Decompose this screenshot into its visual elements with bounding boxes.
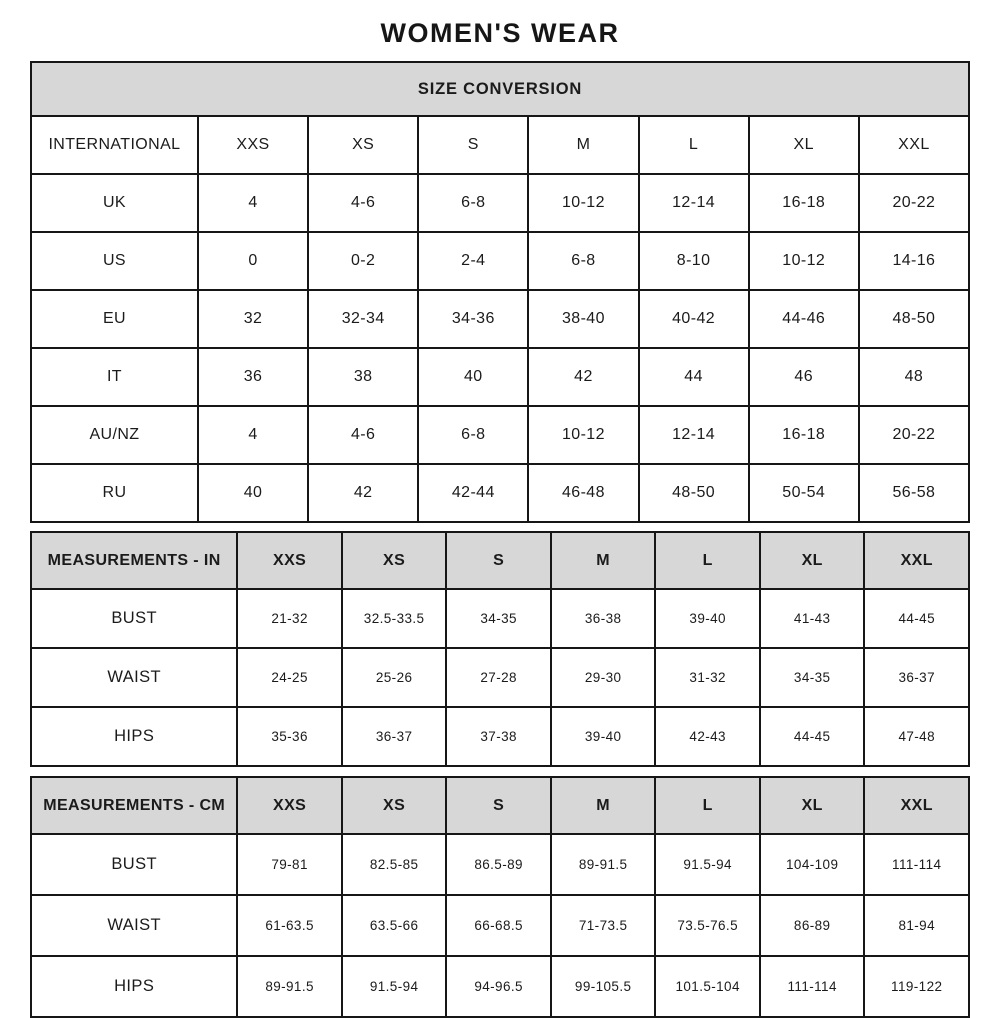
size-value: 40 [198,464,308,522]
table-row [31,834,969,895]
table-row [31,290,969,348]
measurement-value: 35-36 [237,707,342,766]
row-label: EU [31,290,198,348]
measurement-value: 63.5-66 [342,895,447,956]
size-value: 38-40 [528,290,638,348]
size-value: 4-6 [308,406,418,464]
measurement-value: 36-37 [342,707,447,766]
measurement-value: 81-94 [864,895,969,956]
column-header: INTERNATIONAL [31,116,198,174]
measurement-value: 73.5-76.5 [655,895,760,956]
column-header: M [528,116,638,174]
size-header: M [551,777,656,834]
table-header-row [31,777,969,834]
column-header-row [31,116,969,174]
measurement-value: 29-30 [551,648,656,707]
size-value: 20-22 [859,174,969,232]
row-label: RU [31,464,198,522]
size-header: L [655,532,760,589]
measurement-value: 41-43 [760,589,865,648]
measurement-value: 89-91.5 [551,834,656,895]
table-row [31,464,969,522]
table-row [31,232,969,290]
size-value: 46 [749,348,859,406]
table-banner: SIZE CONVERSION [31,62,969,116]
size-header: XXS [237,532,342,589]
measurement-value: 94-96.5 [446,956,551,1017]
row-label: AU/NZ [31,406,198,464]
measurement-value: 61-63.5 [237,895,342,956]
size-value: 20-22 [859,406,969,464]
measurement-value: 24-25 [237,648,342,707]
size-value: 6-8 [418,406,528,464]
size-conversion-table [30,61,970,523]
row-label: US [31,232,198,290]
size-value: 38 [308,348,418,406]
size-value: 10-12 [528,174,638,232]
row-label: HIPS [31,707,237,766]
measurement-value: 44-45 [760,707,865,766]
row-label: BUST [31,589,237,648]
size-value: 42 [528,348,638,406]
measurement-value: 32.5-33.5 [342,589,447,648]
measurement-value: 36-37 [864,648,969,707]
size-value: 6-8 [418,174,528,232]
measurement-value: 39-40 [655,589,760,648]
table-row [31,895,969,956]
measurements-cm-table [30,776,970,1018]
measurement-value: 34-35 [760,648,865,707]
measurement-value: 25-26 [342,648,447,707]
size-value: 32-34 [308,290,418,348]
column-header: XXL [859,116,969,174]
measurement-value: 111-114 [864,834,969,895]
measurement-value: 42-43 [655,707,760,766]
row-label: WAIST [31,895,237,956]
measurement-value: 86-89 [760,895,865,956]
row-label: BUST [31,834,237,895]
column-header: XXS [198,116,308,174]
size-value: 8-10 [639,232,749,290]
table-row [31,956,969,1017]
size-header: XL [760,532,865,589]
table-row [31,589,969,648]
column-header: XL [749,116,859,174]
size-value: 2-4 [418,232,528,290]
size-value: 42-44 [418,464,528,522]
size-value: 46-48 [528,464,638,522]
column-header: S [418,116,528,174]
measurement-value: 99-105.5 [551,956,656,1017]
measurement-value: 36-38 [551,589,656,648]
measurement-value: 66-68.5 [446,895,551,956]
size-header: S [446,777,551,834]
size-header: XS [342,777,447,834]
size-value: 16-18 [749,174,859,232]
measurement-value: 119-122 [864,956,969,1017]
size-header: XXL [864,532,969,589]
size-value: 44 [639,348,749,406]
measurement-value: 47-48 [864,707,969,766]
size-header: XL [760,777,865,834]
measurement-value: 89-91.5 [237,956,342,1017]
row-label: IT [31,348,198,406]
measurement-value: 79-81 [237,834,342,895]
size-value: 4 [198,406,308,464]
size-value: 48-50 [639,464,749,522]
size-value: 34-36 [418,290,528,348]
row-label: UK [31,174,198,232]
size-value: 6-8 [528,232,638,290]
size-value: 10-12 [528,406,638,464]
size-value: 40-42 [639,290,749,348]
measurement-value: 39-40 [551,707,656,766]
size-value: 0 [198,232,308,290]
table-row [31,707,969,766]
page-title: WOMEN'S WEAR [380,18,620,48]
size-value: 40 [418,348,528,406]
table-header: MEASUREMENTS - IN [31,532,237,589]
size-value: 14-16 [859,232,969,290]
size-value: 4-6 [308,174,418,232]
size-value: 48-50 [859,290,969,348]
size-header: XS [342,532,447,589]
size-value: 12-14 [639,406,749,464]
table-row [31,174,969,232]
measurements-in-table [30,531,970,767]
table-header: MEASUREMENTS - CM [31,777,237,834]
measurement-value: 91.5-94 [655,834,760,895]
measurement-value: 71-73.5 [551,895,656,956]
size-value: 32 [198,290,308,348]
measurement-value: 82.5-85 [342,834,447,895]
measurement-value: 111-114 [760,956,865,1017]
measurement-value: 101.5-104 [655,956,760,1017]
size-value: 56-58 [859,464,969,522]
size-header: XXS [237,777,342,834]
measurement-value: 44-45 [864,589,969,648]
table-header-row [31,532,969,589]
size-value: 10-12 [749,232,859,290]
column-header: L [639,116,749,174]
size-value: 48 [859,348,969,406]
size-header: M [551,532,656,589]
size-header: L [655,777,760,834]
measurement-value: 37-38 [446,707,551,766]
measurement-value: 21-32 [237,589,342,648]
size-header: XXL [864,777,969,834]
table-row [31,648,969,707]
size-value: 42 [308,464,418,522]
size-value: 36 [198,348,308,406]
measurement-value: 91.5-94 [342,956,447,1017]
table-banner-row [31,62,969,116]
size-value: 0-2 [308,232,418,290]
column-header: XS [308,116,418,174]
size-value: 12-14 [639,174,749,232]
size-value: 4 [198,174,308,232]
measurement-value: 31-32 [655,648,760,707]
size-value: 50-54 [749,464,859,522]
row-label: WAIST [31,648,237,707]
measurement-value: 27-28 [446,648,551,707]
measurement-value: 34-35 [446,589,551,648]
table-row [31,406,969,464]
size-value: 44-46 [749,290,859,348]
table-row [31,348,969,406]
measurement-value: 104-109 [760,834,865,895]
size-value: 16-18 [749,406,859,464]
measurement-value: 86.5-89 [446,834,551,895]
row-label: HIPS [31,956,237,1017]
size-header: S [446,532,551,589]
